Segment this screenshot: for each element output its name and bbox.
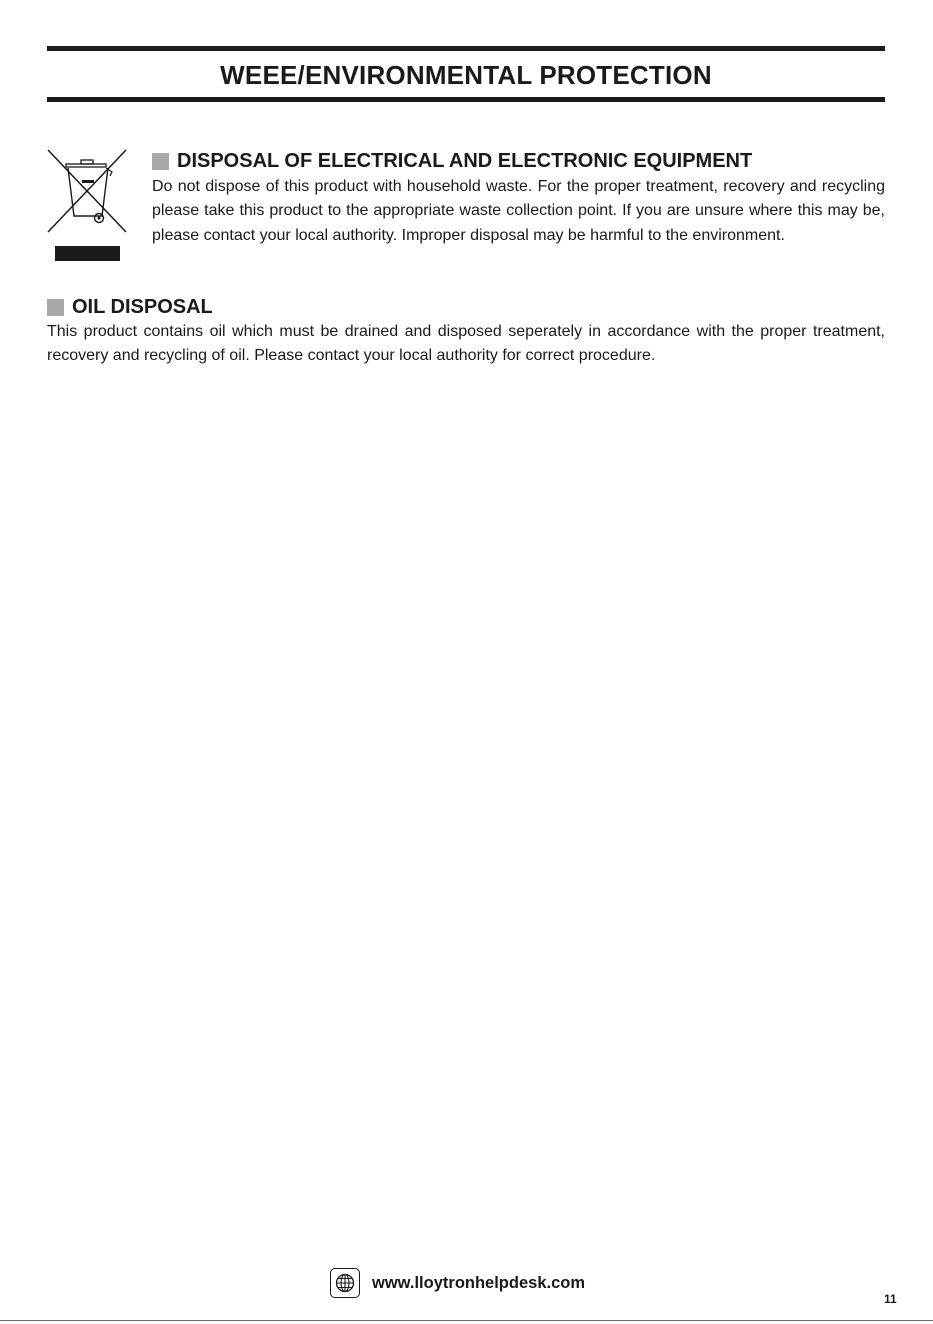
disposal-heading-text: DISPOSAL OF ELECTRICAL AND ELECTRONIC EQUIPMENT xyxy=(177,150,753,172)
oil-heading-text: OIL DISPOSAL xyxy=(72,296,213,318)
globe-icon xyxy=(330,1268,360,1298)
footer xyxy=(330,1268,585,1298)
page-bottom-edge xyxy=(0,1320,933,1321)
square-bullet xyxy=(47,299,64,316)
disposal-paragraph: Do not dispose of this product with household waste. For the proper treatment, recovery and recycling please take this product to the appropriate waste collection point. If you are unsure where this may be, please contact your local authority. Improper disposal may be harmful to the environment. xyxy=(152,178,885,244)
title-rule-top xyxy=(47,46,885,51)
oil-paragraph: This product contains oil which must be drained and disposed seperately in accordance with the proper treatment, recovery and recycling of oil. Please contact your local authority for correct procedure. xyxy=(47,323,885,365)
disposal-section-heading xyxy=(152,149,752,173)
page-number: 11 xyxy=(884,1292,897,1306)
square-bullet xyxy=(152,153,169,170)
oil-section-heading xyxy=(47,295,213,319)
title-rule-bottom xyxy=(47,97,885,102)
helpdesk-url: www.lloytronhelpdesk.com xyxy=(372,1273,586,1292)
page-title: WEEE/ENVIRONMENTAL PROTECTION xyxy=(220,60,712,90)
crossed-out-wheelie-bin-icon xyxy=(46,148,128,266)
